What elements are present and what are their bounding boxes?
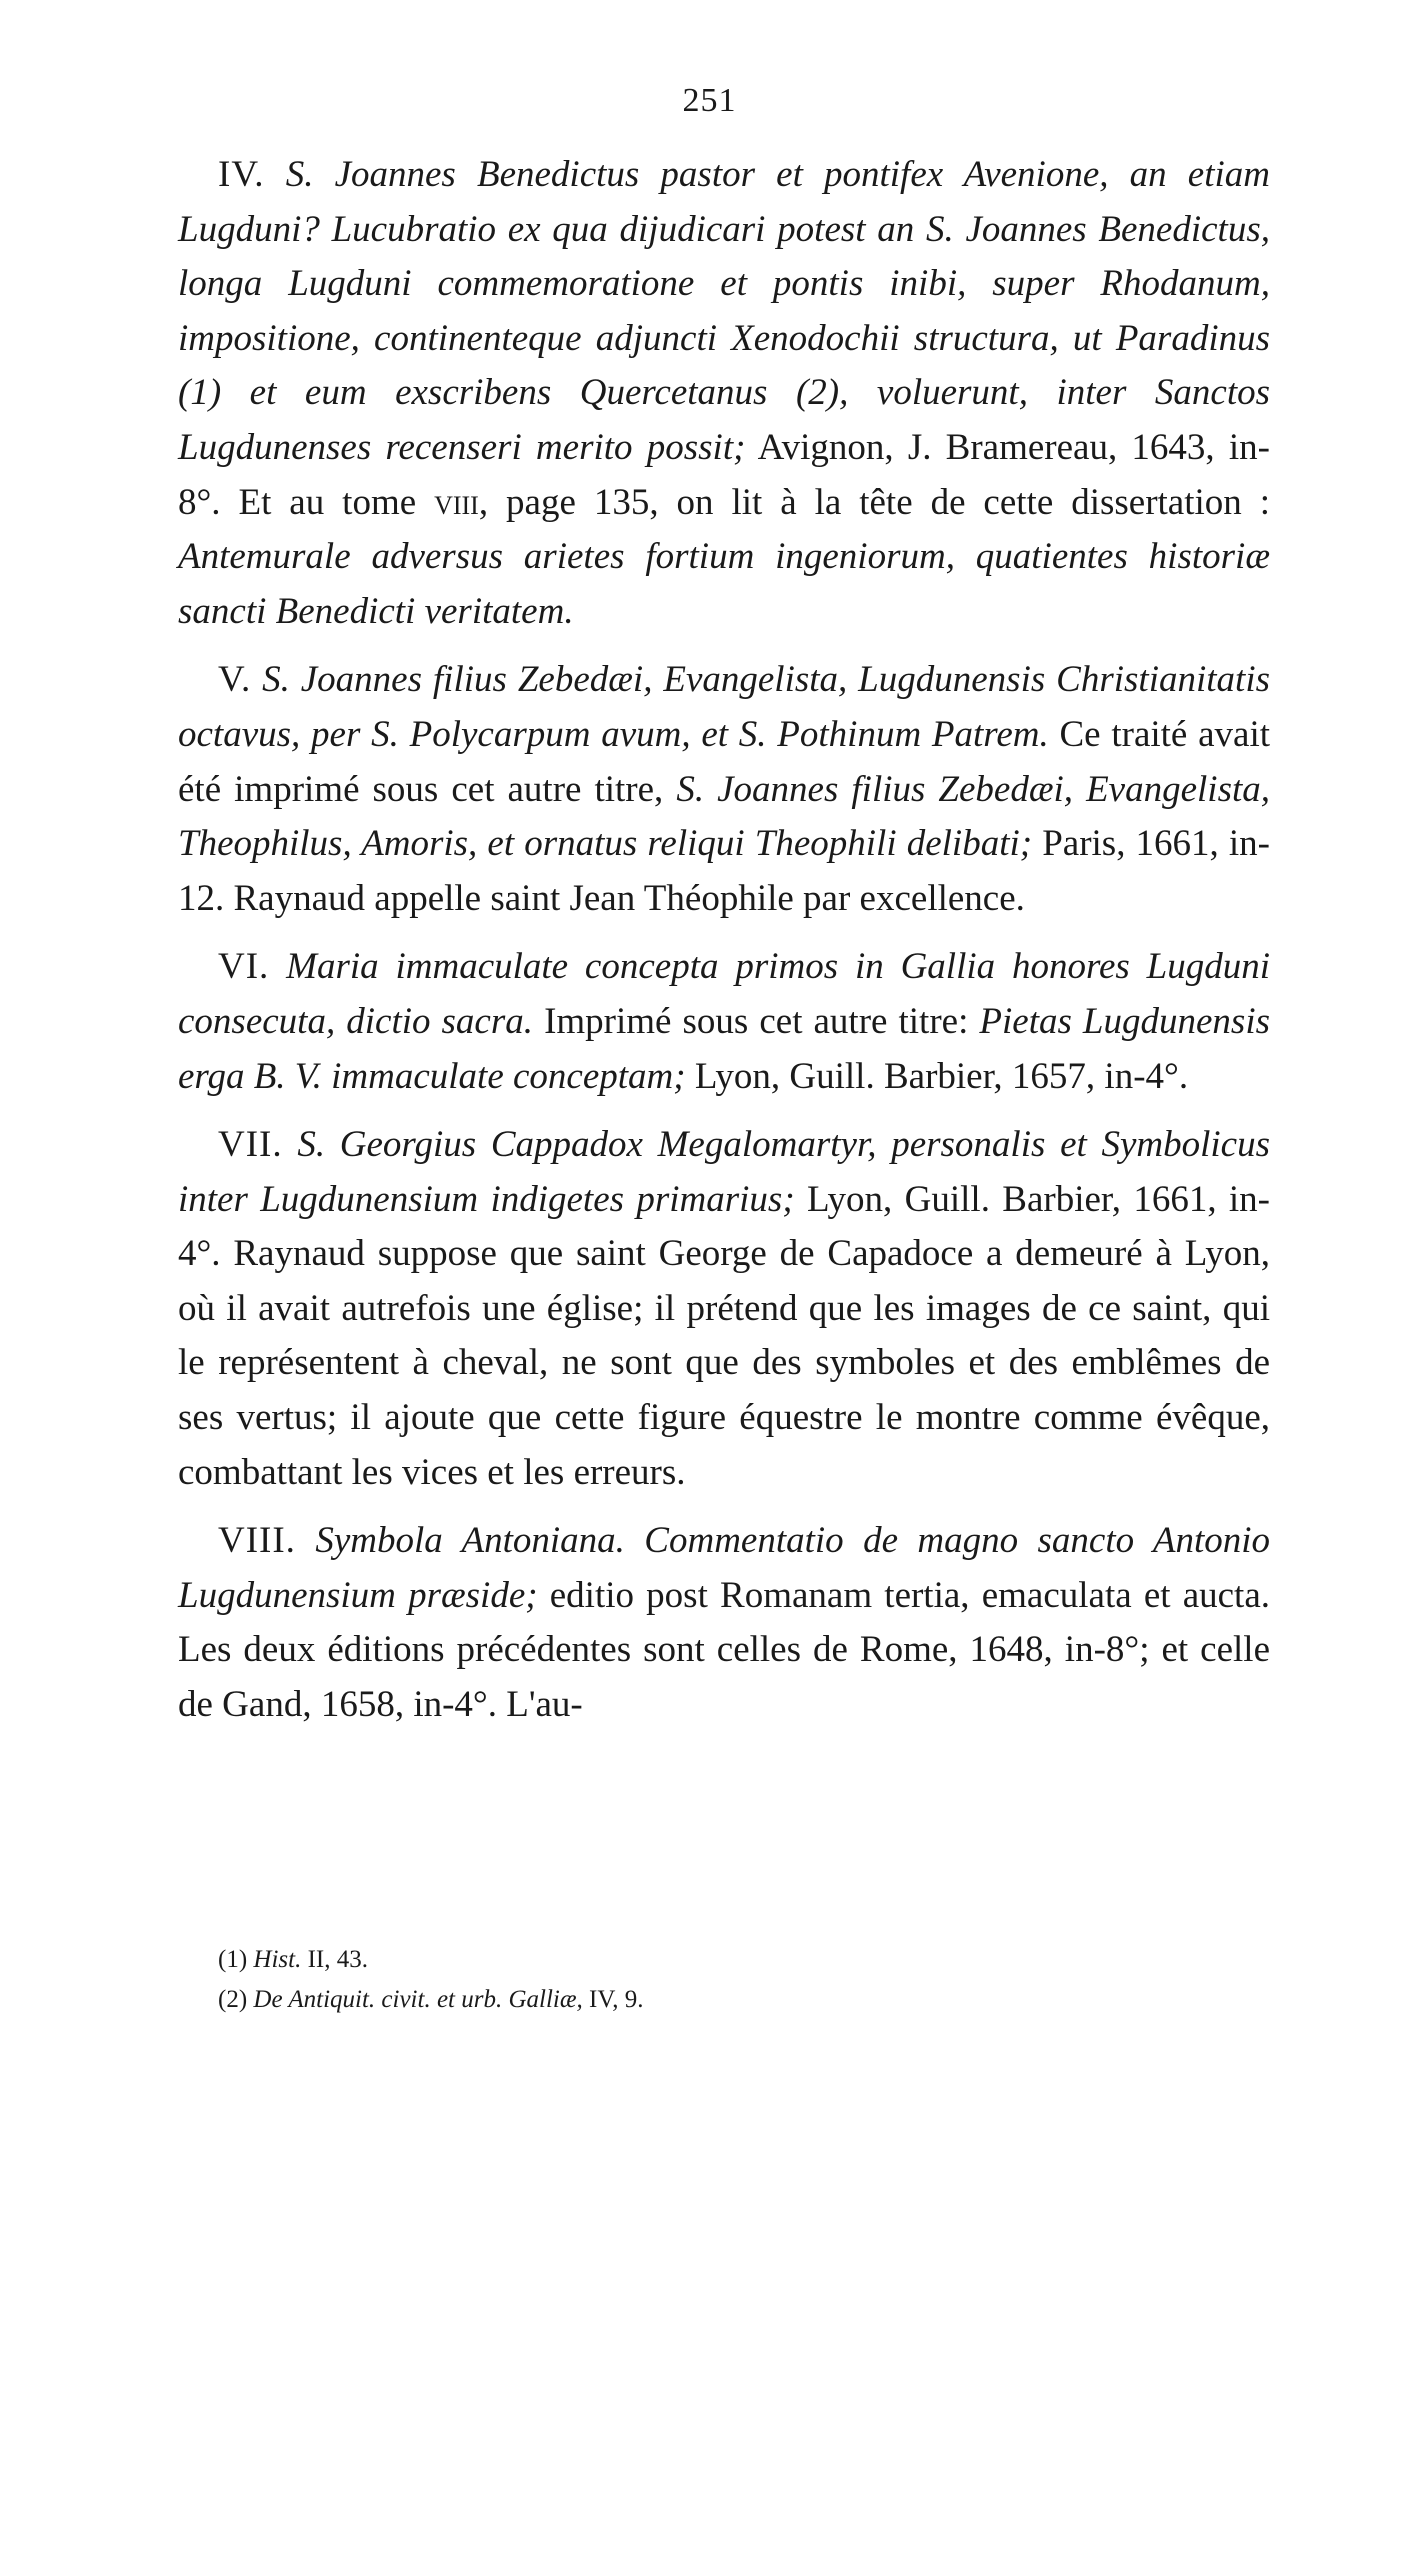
entry-v-imprint: Paris, 1661, in-12. Raynaud appelle saint Jean Théophile par excellence.	[178, 823, 1270, 919]
footnote-1	[218, 1940, 1218, 1980]
entry-viii-number: VIII.	[218, 1520, 296, 1562]
footnotes	[218, 1940, 1218, 2020]
footnote-2-ref: De Antiquit. civit. et urb. Galliæ,	[253, 1986, 583, 2013]
entry-vi-number: VI.	[218, 946, 270, 988]
entry-vii-note: Raynaud suppose que saint George de Capadoce a demeuré à Lyon, où il avait autrefois une église; il prétend que les images de ce saint, qui le représentent à cheval, ne sont que des symboles et des emblêmes de ses vertus; il ajoute que cette figure équestre le montre comme évêque, combattant les vices et les erreurs.	[178, 1233, 1271, 1493]
entry-vii-imprint: Lyon, Guill. Barbier, 1661, in-4°.	[178, 1178, 1271, 1275]
entry-vi-alt-title: Pietas Lugdunensis erga B. V. immaculate conceptam;	[178, 1000, 1271, 1097]
main-text	[178, 148, 1270, 1747]
page-number: 251	[682, 82, 737, 119]
entry-vi-note: Imprimé sous cet autre titre:	[544, 1000, 969, 1042]
footnote-1-ref: Hist.	[253, 1946, 302, 1973]
entry-vii	[178, 1118, 1270, 1500]
entry-v	[178, 653, 1270, 926]
footnote-1-mark: (1)	[218, 1946, 248, 1973]
footnote-2-mark: (2)	[218, 1986, 248, 2013]
entry-v-title: S. Joannes filius Zebedæi, Evangelista, Lugdunensis Christianitatis octavus, per S. Polycarpum avum, et S. Pothinum Patrem.	[178, 659, 1270, 755]
entry-vi	[178, 940, 1270, 1104]
entry-iv-note: , page 135, on lit à la tête de cette dissertation :	[478, 481, 1270, 523]
entry-vi-title: Maria immaculate concepta primos in Gallia honores Lugduni consecuta, dictio sacra.	[178, 946, 1271, 1042]
entry-iv-number: IV.	[218, 154, 265, 195]
entry-iv	[178, 148, 1270, 639]
footnote-1-rest: II, 43.	[307, 1946, 368, 1973]
entry-iv-title: S. Joannes Benedictus pastor et pontifex Avenione, an etiam Lugduni? Lucubratio ex qua dijudicari potest an S. Joannes Benedictus, longa Lugduni commemoratione et pontis inibi, super Rhodanum, impositione, continenteque adjuncti Xenodochii structura, ut Paradinus (1) et eum exscribens Quercetanus (2), voluerunt, inter Sanctos Lugdunenses recenseri merito possit;	[178, 154, 1271, 468]
entry-v-note: Ce traité avait été imprimé sous cet autre titre,	[178, 713, 1271, 810]
entry-iv-tome: viii	[434, 481, 479, 523]
entry-viii-title: Symbola Antoniana. Commentatio de magno sancto Antonio Lugdunensium præside;	[178, 1520, 1271, 1616]
entry-viii-note: editio post Romanam tertia, emaculata et aucta. Les deux éditions précédentes sont celles de Rome, 1648, in-8°; et celle de Gand, 1658, in-4°. L'au-	[178, 1574, 1270, 1726]
entry-v-alt-title: S. Joannes filius Zebedæi, Evangelista, Theophilus, Amoris, et ornatus reliqui Theophili delibati;	[178, 768, 1271, 865]
entry-vii-number: VII.	[218, 1124, 283, 1166]
footnote-2-rest: IV, 9.	[589, 1986, 644, 2013]
entry-vi-imprint: Lyon, Guill. Barbier, 1657, in-4°.	[694, 1055, 1189, 1097]
entry-iv-subtitle: Antemurale adversus arietes fortium ingeniorum, quatientes historiæ sancti Benedicti veritatem.	[178, 536, 1270, 632]
entry-viii	[178, 1514, 1270, 1732]
entry-vii-title: S. Georgius Cappadox Megalomartyr, personalis et Symbolicus inter Lugdunensium indigetes primarius;	[178, 1124, 1271, 1220]
footnote-2	[218, 1980, 1218, 2020]
entry-iv-imprint: Avignon, J. Bramereau, 1643, in-8°. Et au tome	[178, 426, 1270, 523]
entry-v-number: V.	[218, 659, 252, 701]
